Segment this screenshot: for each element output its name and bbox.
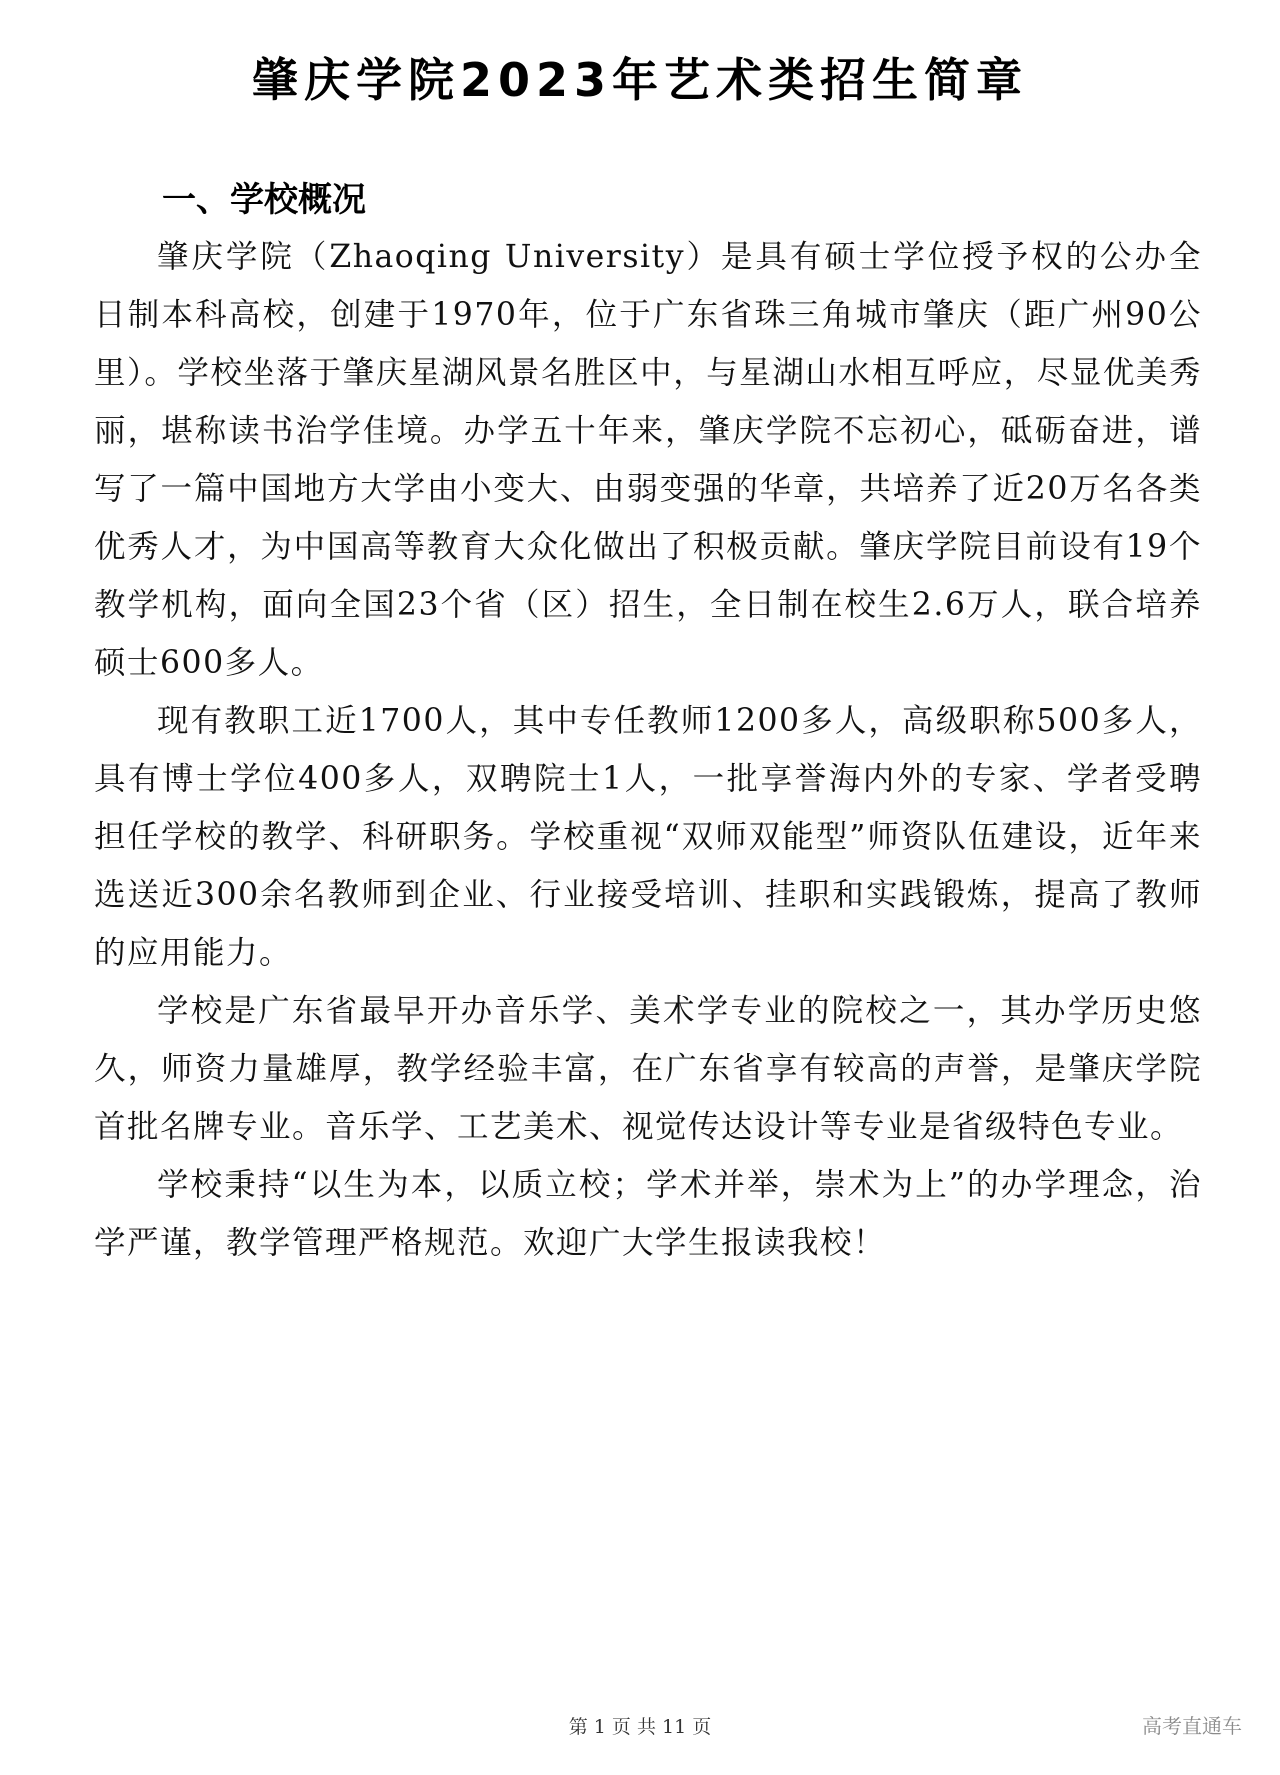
paragraph-overview: 肇庆学院（Zhaoqing University）是具有硕士学位授予权的公办全日制本科高校，创建于1970年，位于广东省珠三角城市肇庆（距广州90公里）。学校坐落于肇庆星湖风景名胜区中，与星湖山水相互呼应，尽显优美秀丽，堪称读书治学佳境。办学五十年来，肇庆学院不忘初心，砥砺奋进，谱写了一篇中国地方大学由小变大、由弱变强的华章，共培养了近20万名各类优秀人才，为中国高等教育大众化做出了积极贡献。肇庆学院目前设有19个教学机构，面向全国23个省（区）招生，全日制在校生2.6万人，联合培养硕士600多人。	[94, 239, 1202, 681]
section-body	[94, 228, 1202, 1272]
paragraph-philosophy: 学校秉持“以生为本，以质立校；学术并举，崇术为上”的办学理念，治学严谨，教学管理严格规范。欢迎广大学生报读我校！	[94, 1167, 1202, 1261]
page-footer: 第 1 页 共 11 页	[568, 1716, 712, 1738]
watermark: 高考直通车	[1142, 1714, 1242, 1738]
section-heading: 一、学校概况	[162, 180, 366, 220]
page-title: 肇庆学院2023年艺术类招生简章	[251, 53, 1029, 107]
paragraph-faculty: 现有教职工近1700人，其中专任教师1200多人，高级职称500多人，具有博士学位400多人，双聘院士1人，一批享誉海内外的专家、学者受聘担任学校的教学、科研职务。学校重视“双师双能型”师资队伍建设，近年来选送近300余名教师到企业、行业接受培训、挂职和实践锻炼，提高了教师的应用能力。	[94, 703, 1202, 971]
paragraph-history: 学校是广东省最早开办音乐学、美术学专业的院校之一，其办学历史悠久，师资力量雄厚，教学经验丰富，在广东省享有较高的声誉，是肇庆学院首批名牌专业。音乐学、工艺美术、视觉传达设计等专业是省级特色专业。	[94, 993, 1202, 1145]
